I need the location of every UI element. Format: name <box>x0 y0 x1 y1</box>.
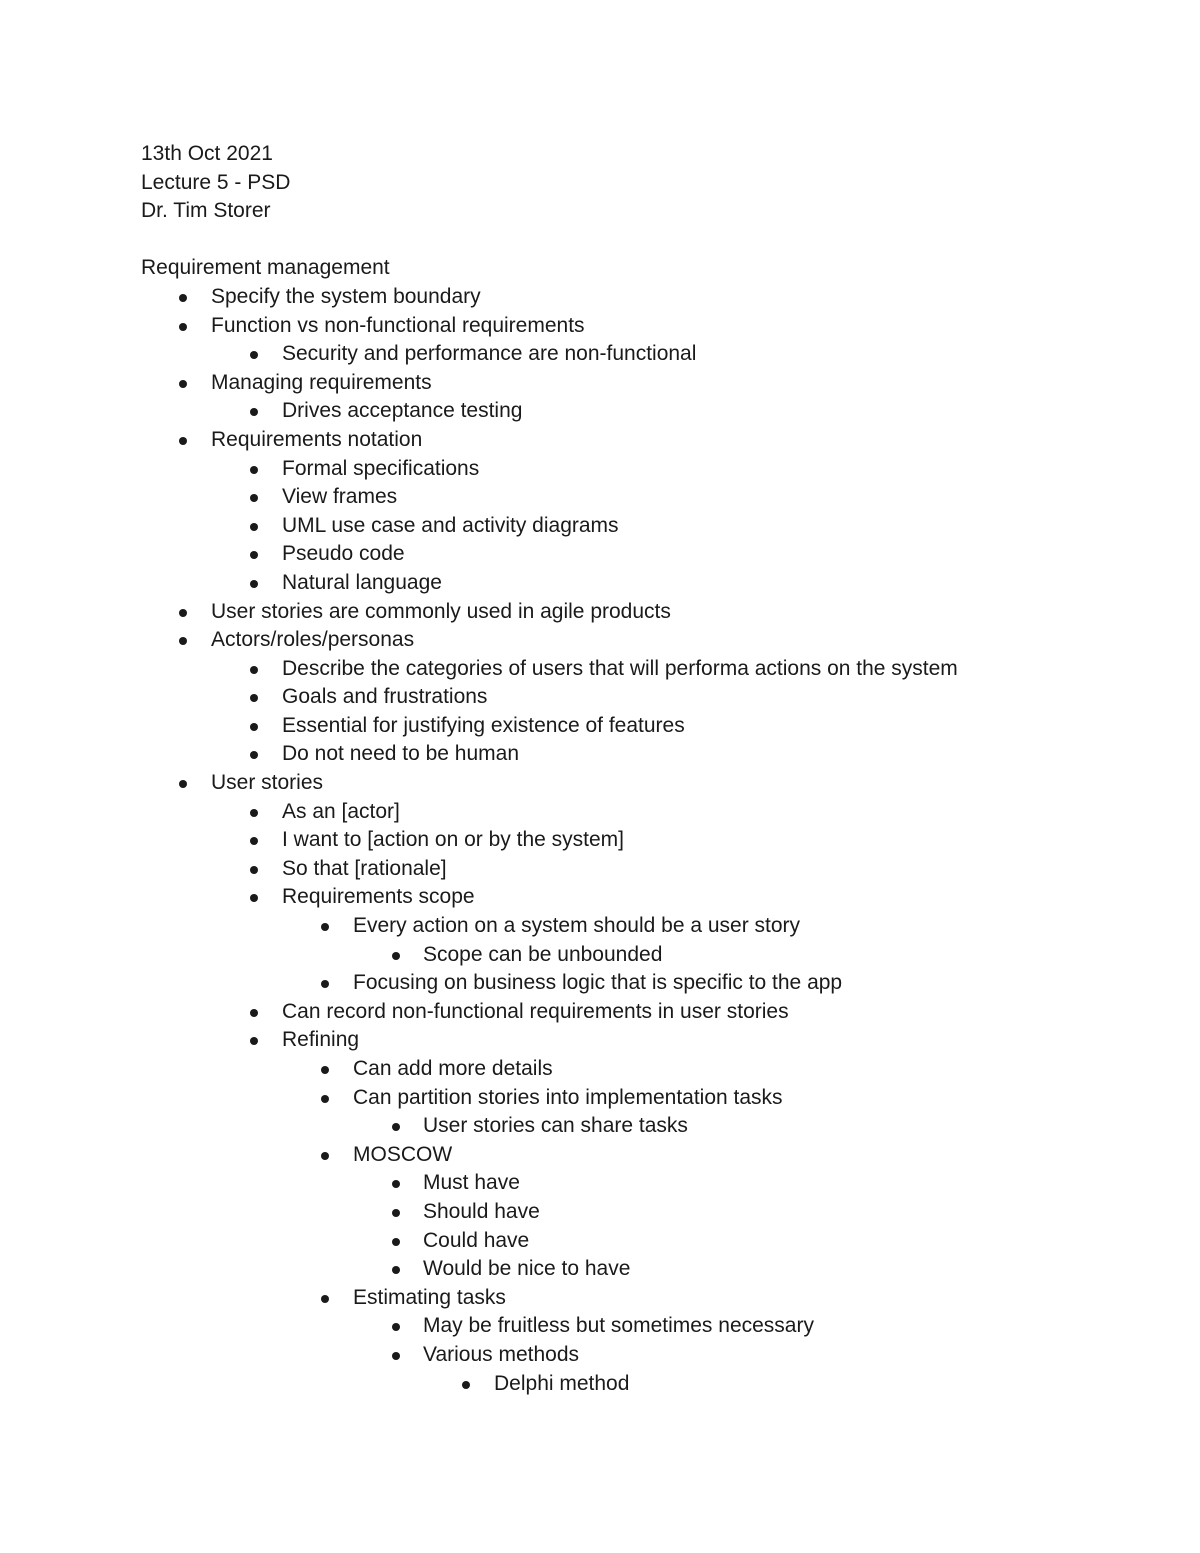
bullet-icon <box>392 1323 400 1331</box>
list-item-text: UML use case and activity diagrams <box>282 513 619 537</box>
list-item <box>141 369 958 398</box>
list-item-text: Estimating tasks <box>353 1285 506 1309</box>
list-item-text: Requirements notation <box>211 427 423 451</box>
notes-body <box>141 140 958 1398</box>
bullet-icon <box>250 408 258 416</box>
list-item-text: User stories are commonly used in agile products <box>211 599 671 623</box>
bullet-icon <box>392 1238 400 1246</box>
bullet-icon <box>250 809 258 817</box>
bullet-icon <box>179 637 187 645</box>
bullet-icon <box>250 523 258 531</box>
bullet-icon <box>250 580 258 588</box>
list-item <box>141 798 958 827</box>
list-item-text: May be fruitless but sometimes necessary <box>423 1314 814 1338</box>
list-item <box>141 569 958 598</box>
list-item <box>141 1284 958 1313</box>
list-item-text: Should have <box>423 1199 540 1223</box>
list-item <box>141 455 958 484</box>
bullet-icon <box>462 1381 470 1389</box>
bullet-icon <box>392 1266 400 1274</box>
bullet-icon <box>321 1152 329 1160</box>
section-heading: Requirement management <box>141 256 390 280</box>
list-item-text: Delphi method <box>494 1371 630 1395</box>
bullet-icon <box>179 609 187 617</box>
bullet-icon <box>250 666 258 674</box>
list-item <box>141 1312 958 1341</box>
list-item-text: Drives acceptance testing <box>282 399 523 423</box>
bullet-icon <box>179 780 187 788</box>
list-item <box>141 1227 958 1256</box>
bullet-icon <box>250 723 258 731</box>
bullet-icon <box>321 980 329 988</box>
list-item-text: User stories <box>211 771 324 795</box>
list-item-text: Actors/roles/personas <box>211 628 415 652</box>
bullet-icon <box>250 837 258 845</box>
list-item-text: MOSCOW <box>353 1142 453 1166</box>
list-item-text: Can partition stories into implementation tasks <box>353 1085 783 1109</box>
list-item <box>141 1370 958 1399</box>
list-item-text: So that [rationale] <box>282 856 447 880</box>
bullet-icon <box>179 323 187 331</box>
list-item-text: Requirements scope <box>282 885 475 909</box>
bullet-icon <box>392 1123 400 1131</box>
bullet-icon <box>250 1009 258 1017</box>
bullet-icon <box>250 694 258 702</box>
list-item <box>141 1112 958 1141</box>
list-item-text: Managing requirements <box>211 370 432 394</box>
list-item-text: View frames <box>282 485 398 509</box>
list-item <box>141 941 958 970</box>
list-item-text: Essential for justifying existence of features <box>282 713 685 737</box>
list-item-text: Security and performance are non-functional <box>282 342 697 366</box>
list-item-text: User stories can share tasks <box>423 1114 688 1138</box>
list-item-text: Could have <box>423 1228 530 1252</box>
list-item <box>141 1141 958 1170</box>
list-item <box>141 683 958 712</box>
lecture-title: Lecture 5 - PSD <box>141 170 291 194</box>
bullet-icon <box>250 494 258 502</box>
list-item <box>141 912 958 941</box>
list-item-text: Formal specifications <box>282 456 480 480</box>
list-item <box>141 1084 958 1113</box>
list-item <box>141 426 958 455</box>
list-item <box>141 340 958 369</box>
bullet-icon <box>250 866 258 874</box>
bullet-icon <box>179 294 187 302</box>
lecturer-name: Dr. Tim Storer <box>141 199 271 223</box>
bullet-icon <box>179 437 187 445</box>
list-item-text: Can record non-functional requirements in user stories <box>282 999 789 1023</box>
bullet-icon <box>321 923 329 931</box>
list-item-text: Focusing on business logic that is specific to the app <box>353 971 843 995</box>
bullet-icon <box>321 1066 329 1074</box>
list-item-text: Must have <box>423 1171 520 1195</box>
list-item <box>141 1055 958 1084</box>
list-item-text: Function vs non-functional requirements <box>211 313 585 337</box>
bullet-icon <box>250 1037 258 1045</box>
list-item-text: Goals and frustrations <box>282 685 488 709</box>
bullet-icon <box>250 466 258 474</box>
list-item <box>141 883 958 912</box>
bullet-icon <box>392 1352 400 1360</box>
list-item-text: Would be nice to have <box>423 1257 631 1281</box>
list-item <box>141 855 958 884</box>
list-item <box>141 512 958 541</box>
list-item <box>141 998 958 1027</box>
list-item <box>141 712 958 741</box>
list-item <box>141 740 958 769</box>
list-item <box>141 769 958 798</box>
list-item-text: Refining <box>282 1028 360 1052</box>
list-item-text: Various methods <box>423 1342 580 1366</box>
list-item <box>141 540 958 569</box>
list-item-text: Can add more details <box>353 1057 553 1080</box>
date-line: 13th Oct 2021 <box>141 142 273 165</box>
bullet-icon <box>321 1095 329 1103</box>
list-item-text: Specify the system boundary <box>211 284 481 308</box>
bullet-icon <box>250 351 258 359</box>
list-item-text: Do not need to be human <box>282 742 520 766</box>
bullet-icon <box>179 380 187 388</box>
bullet-icon <box>392 1180 400 1188</box>
list-item-text: Describe the categories of users that will performa actions on the system <box>282 656 958 680</box>
blank-line <box>141 226 958 255</box>
list-item <box>141 397 958 426</box>
list-item <box>141 969 958 998</box>
bullet-icon <box>250 551 258 559</box>
list-item <box>141 626 958 655</box>
list-item-text: Natural language <box>282 570 442 594</box>
list-item-text: As an [actor] <box>282 799 400 823</box>
list-item <box>141 283 958 312</box>
bullet-list <box>141 283 958 1398</box>
bullet-icon <box>392 952 400 960</box>
list-item-text: Scope can be unbounded <box>423 942 663 966</box>
list-item <box>141 1341 958 1370</box>
list-item <box>141 483 958 512</box>
list-item <box>141 598 958 627</box>
list-item-text: I want to [action on or by the system] <box>282 828 624 852</box>
list-item-text: Every action on a system should be a user story <box>353 914 801 938</box>
bullet-icon <box>392 1209 400 1217</box>
bullet-icon <box>321 1295 329 1303</box>
list-item <box>141 312 958 341</box>
list-item <box>141 1169 958 1198</box>
list-item <box>141 655 958 684</box>
list-item <box>141 1198 958 1227</box>
bullet-icon <box>250 894 258 902</box>
list-item-text: Pseudo code <box>282 542 405 566</box>
list-item <box>141 826 958 855</box>
list-item <box>141 1255 958 1284</box>
bullet-icon <box>250 751 258 759</box>
list-item <box>141 1026 958 1055</box>
